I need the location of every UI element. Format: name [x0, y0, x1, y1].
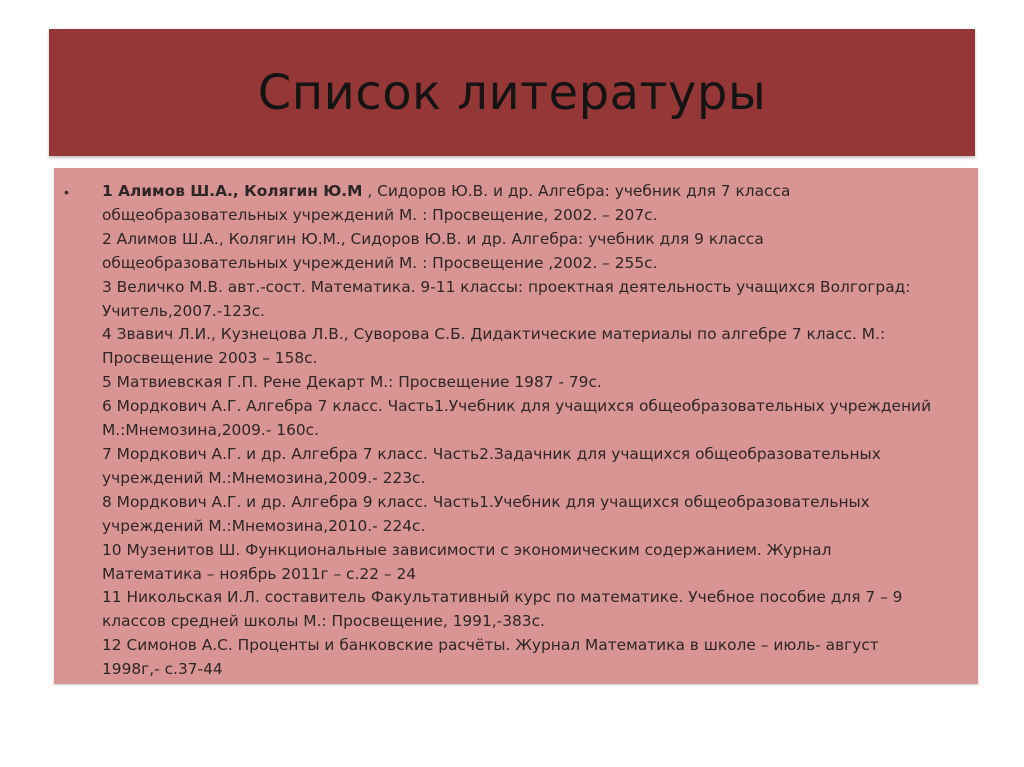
reference-line: 2 Алимов Ш.А., Колягин Ю.М., Сидоров Ю.В. и др. Алгебра: учебник для 9 класса — [102, 229, 764, 248]
reference-line — [102, 180, 966, 204]
reference-line: 6 Мордкович А.Г. Алгебра 7 класс. Часть1.Учебник для учащихся общеобразовательных учреждений — [102, 397, 932, 416]
reference-line: 10 Музенитов Ш. Функциональные зависимости с экономическим содержанием. Журнал — [102, 540, 832, 559]
reference-line: 11 Никольская И.Л. составитель Факультативный курс по математике. Учебное пособие для 7 – 9 — [102, 588, 903, 607]
reference-line: Учитель,2007.-123с. — [102, 301, 266, 320]
reference-line: 3 Величко М.В. авт.-сост. Математика. 9-11 классы: проектная деятельность учащихся Волгоград: — [102, 277, 911, 296]
reference-authors-bold: 1 Алимов Ш.А., Колягин Ю.М — [102, 182, 363, 200]
reference-line: 7 Мордкович А.Г. и др. Алгебра 7 класс. Часть2.Задачник для учащихся общеобразовательных — [102, 444, 881, 463]
reference-line: общеобразовательных учреждений М. : Просвещение ,2002. – 255с. — [102, 253, 658, 272]
reference-line: М.:Мнемозина,2009.- 160с. — [102, 421, 320, 440]
reference-line: 1998г,- с.37-44 — [102, 660, 223, 679]
reference-line: Математика – ноябрь 2011г – с.22 – 24 — [102, 564, 417, 583]
reference-line: 4 Звавич Л.И., Кузнецова Л.В., Суворова С.Б. Дидактические материалы по алгебре 7 класс. М.: — [102, 325, 886, 344]
reference-line: 12 Симонов А.С. Проценты и банковские расчёты. Журнал Математика в школе – июль- август — [102, 636, 879, 655]
reference-line: учреждений М.:Мнемозина,2009.- 223с. — [102, 468, 426, 487]
reference-line: 8 Мордкович А.Г. и др. Алгебра 9 класс. Часть1.Учебник для учащихся общеобразовательных — [102, 492, 870, 511]
reference-line: Просвещение 2003 – 158с. — [102, 349, 318, 368]
reference-line: учреждений М.:Мнемозина,2010.- 224с. — [102, 516, 426, 535]
reference-line: 5 Матвиевская Г.П. Рене Декарт М.: Просвещение 1987 - 79с. — [102, 373, 602, 392]
reference-line: общеобразовательных учреждений М. : Просвещение, 2002. – 207с. — [102, 205, 658, 224]
reference-text: , Сидоров Ю.В. и др. Алгебра: учебник для 7 класса — [362, 182, 791, 200]
bibliography-box — [54, 168, 978, 684]
slide-title: Список литературы — [257, 64, 767, 121]
bibliography-list — [102, 180, 966, 682]
bullet-marker: • — [64, 184, 69, 200]
reference-line: классов средней школы М.: Просвещение, 1991,-383с. — [102, 612, 545, 631]
title-band — [49, 29, 975, 156]
